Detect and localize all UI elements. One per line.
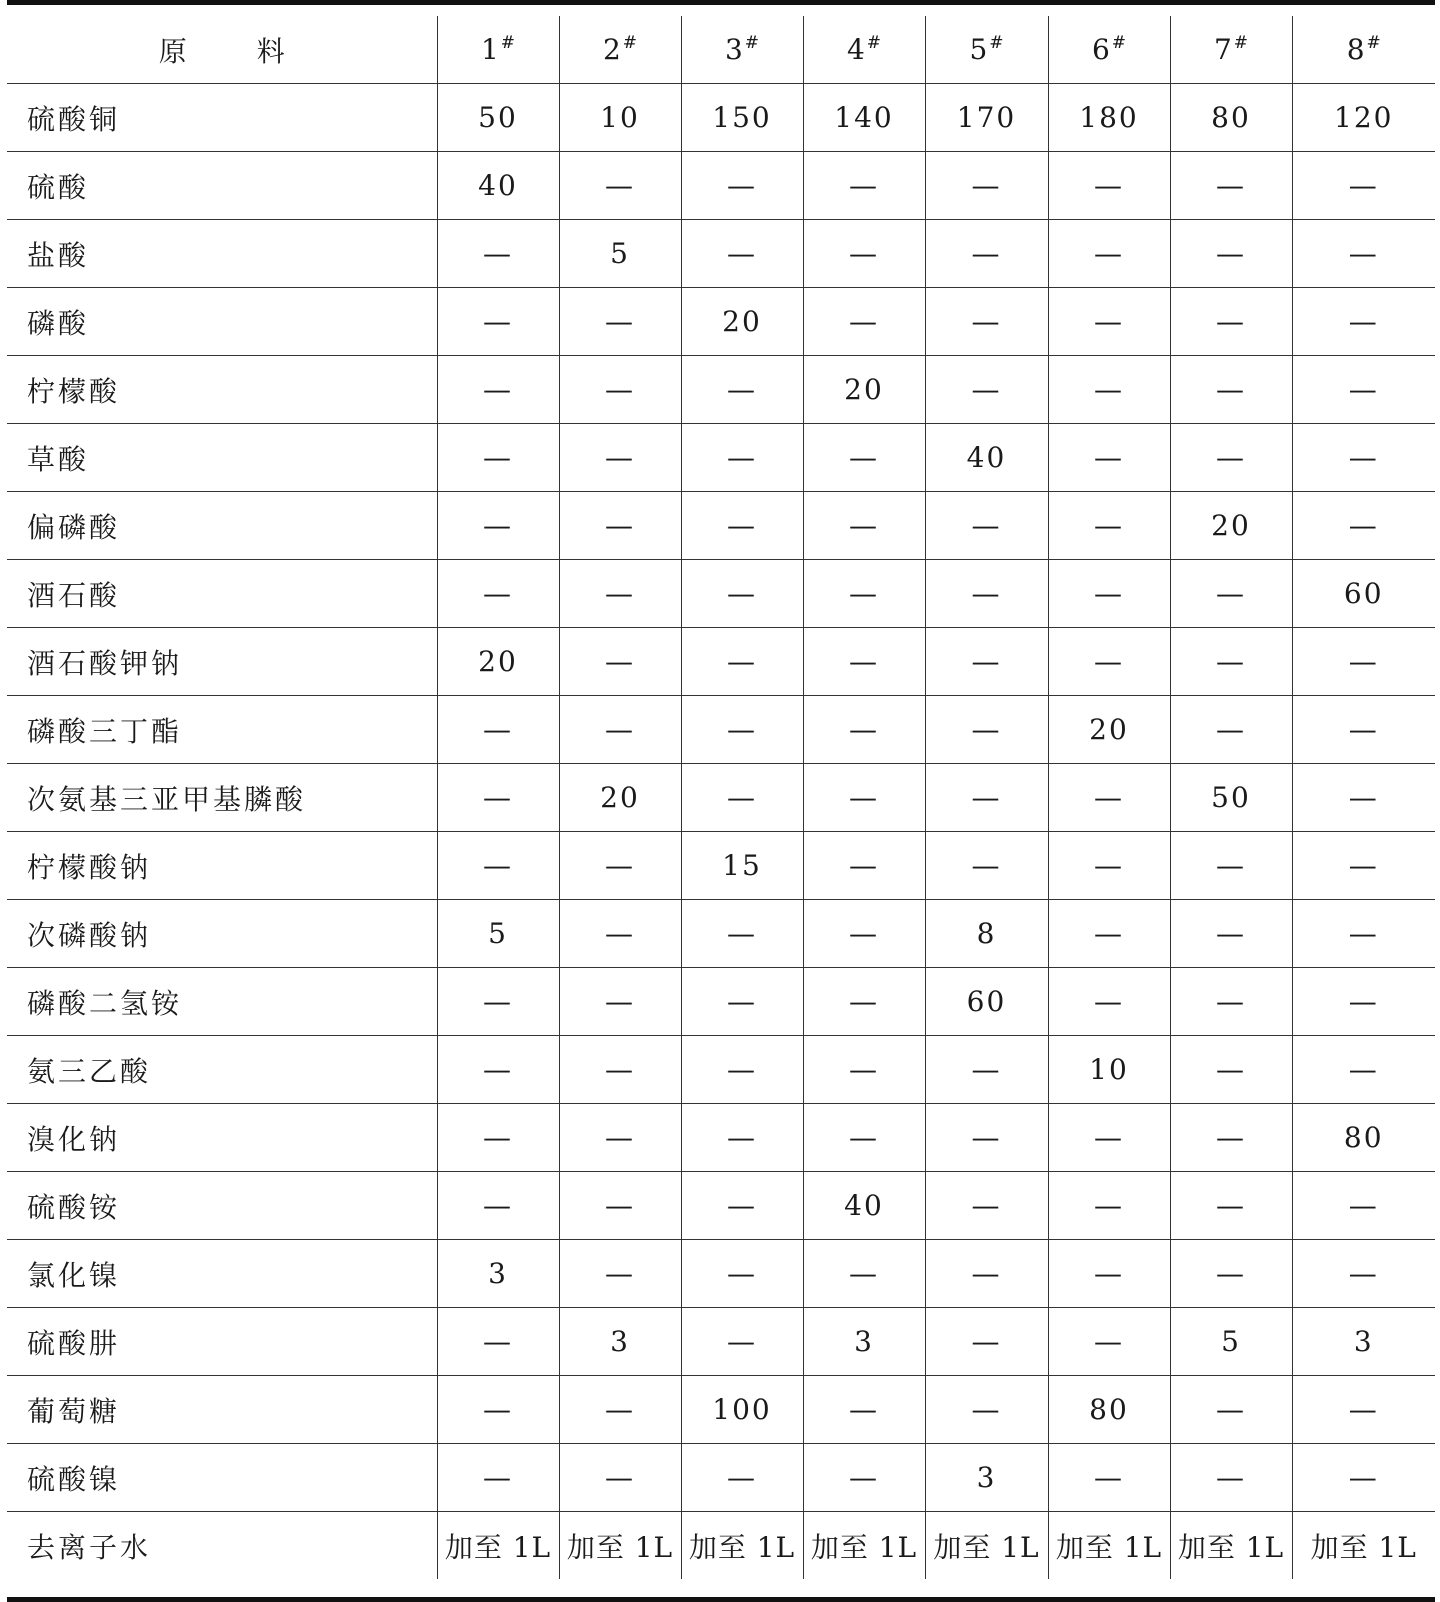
amount-cell-sample-7: 加至 1L	[1170, 1512, 1292, 1580]
amount-cell-sample-7: —	[1170, 1172, 1292, 1240]
amount-cell-sample-5: —	[925, 1036, 1048, 1104]
amount-cell-sample-4: —	[803, 764, 925, 832]
amount-cell-sample-8: —	[1292, 1376, 1435, 1444]
table-row	[7, 1036, 1435, 1104]
amount-cell-sample-3: —	[681, 1036, 803, 1104]
amount-cell-sample-1: —	[437, 968, 559, 1036]
amount-cell-sample-7: —	[1170, 424, 1292, 492]
amount-cell-sample-4: —	[803, 424, 925, 492]
amount-cell-sample-1: —	[437, 764, 559, 832]
sample-number: 8	[1346, 33, 1367, 66]
amount-cell-sample-7: 80	[1170, 84, 1292, 152]
amount-cell-sample-1: —	[437, 424, 559, 492]
material-name: 硫酸镍	[7, 1444, 437, 1512]
amount-cell-sample-8: —	[1292, 1036, 1435, 1104]
table-row	[7, 1240, 1435, 1308]
amount-cell-sample-8: —	[1292, 1172, 1435, 1240]
amount-cell-sample-4: —	[803, 152, 925, 220]
amount-cell-sample-2: —	[559, 968, 681, 1036]
amount-cell-sample-3: 加至 1L	[681, 1512, 803, 1580]
material-name: 酒石酸	[7, 560, 437, 628]
amount-cell-sample-5: —	[925, 1240, 1048, 1308]
amount-cell-sample-7: —	[1170, 968, 1292, 1036]
amount-cell-sample-2: —	[559, 628, 681, 696]
amount-cell-sample-6: 10	[1048, 1036, 1170, 1104]
header-sample-6	[1048, 16, 1170, 84]
amount-cell-sample-3: —	[681, 492, 803, 560]
amount-cell-sample-6: —	[1048, 832, 1170, 900]
amount-cell-sample-7: —	[1170, 696, 1292, 764]
sample-mark: #	[622, 33, 638, 53]
amount-cell-sample-7: —	[1170, 900, 1292, 968]
table-row	[7, 832, 1435, 900]
sample-number: 1	[480, 33, 501, 66]
amount-cell-sample-1: 50	[437, 84, 559, 152]
table-row	[7, 900, 1435, 968]
table-frame	[7, 0, 1435, 1602]
amount-cell-sample-4: —	[803, 968, 925, 1036]
amount-cell-sample-2: —	[559, 1444, 681, 1512]
header-row	[7, 16, 1435, 84]
amount-cell-sample-6: —	[1048, 492, 1170, 560]
amount-cell-sample-3: —	[681, 1444, 803, 1512]
amount-cell-sample-7: —	[1170, 832, 1292, 900]
amount-cell-sample-7: —	[1170, 1240, 1292, 1308]
amount-cell-sample-2: —	[559, 1104, 681, 1172]
amount-cell-sample-7: —	[1170, 356, 1292, 424]
sample-number: 2	[602, 33, 623, 66]
material-name: 草酸	[7, 424, 437, 492]
material-name: 酒石酸钾钠	[7, 628, 437, 696]
amount-cell-sample-8: 加至 1L	[1292, 1512, 1435, 1580]
sample-mark: #	[1111, 33, 1127, 53]
amount-cell-sample-3: 100	[681, 1376, 803, 1444]
amount-cell-sample-4: —	[803, 1376, 925, 1444]
amount-cell-sample-6: 180	[1048, 84, 1170, 152]
amount-cell-sample-1: —	[437, 220, 559, 288]
table-row	[7, 356, 1435, 424]
amount-cell-sample-8: 120	[1292, 84, 1435, 152]
amount-cell-sample-2: —	[559, 152, 681, 220]
sample-mark: #	[1366, 33, 1381, 53]
amount-cell-sample-8: —	[1292, 288, 1435, 356]
amount-cell-sample-5: —	[925, 152, 1048, 220]
amount-cell-sample-2: 10	[559, 84, 681, 152]
material-name: 磷酸三丁酯	[7, 696, 437, 764]
amount-cell-sample-8: —	[1292, 356, 1435, 424]
material-name: 硫酸	[7, 152, 437, 220]
amount-cell-sample-5: —	[925, 356, 1048, 424]
amount-cell-sample-5: —	[925, 220, 1048, 288]
table-row	[7, 1376, 1435, 1444]
amount-cell-sample-3: —	[681, 152, 803, 220]
amount-cell-sample-8: —	[1292, 1444, 1435, 1512]
amount-cell-sample-3: —	[681, 628, 803, 696]
amount-cell-sample-7: —	[1170, 220, 1292, 288]
material-name: 硫酸铜	[7, 84, 437, 152]
header-sample-4	[803, 16, 925, 84]
amount-cell-sample-8: —	[1292, 1240, 1435, 1308]
table-row	[7, 1444, 1435, 1512]
amount-cell-sample-5: —	[925, 764, 1048, 832]
material-name: 柠檬酸钠	[7, 832, 437, 900]
amount-cell-sample-4: 140	[803, 84, 925, 152]
amount-cell-sample-2: —	[559, 560, 681, 628]
amount-cell-sample-8: —	[1292, 424, 1435, 492]
amount-cell-sample-1: —	[437, 1376, 559, 1444]
amount-cell-sample-2: —	[559, 424, 681, 492]
amount-cell-sample-2: —	[559, 900, 681, 968]
amount-cell-sample-5: 8	[925, 900, 1048, 968]
amount-cell-sample-6: —	[1048, 1308, 1170, 1376]
amount-cell-sample-8: —	[1292, 628, 1435, 696]
material-name: 硫酸铵	[7, 1172, 437, 1240]
amount-cell-sample-8: —	[1292, 968, 1435, 1036]
material-name: 溴化钠	[7, 1104, 437, 1172]
amount-cell-sample-4: —	[803, 288, 925, 356]
sample-number: 5	[969, 33, 990, 66]
amount-cell-sample-5: —	[925, 696, 1048, 764]
material-name: 次氨基三亚甲基膦酸	[7, 764, 437, 832]
amount-cell-sample-5: —	[925, 560, 1048, 628]
material-name: 磷酸二氢铵	[7, 968, 437, 1036]
amount-cell-sample-5: —	[925, 1376, 1048, 1444]
amount-cell-sample-8: —	[1292, 492, 1435, 560]
amount-cell-sample-8: 3	[1292, 1308, 1435, 1376]
amount-cell-sample-4: 20	[803, 356, 925, 424]
sample-mark: #	[744, 33, 760, 53]
amount-cell-sample-2: —	[559, 1036, 681, 1104]
table-row	[7, 492, 1435, 560]
amount-cell-sample-1: —	[437, 560, 559, 628]
amount-cell-sample-4: —	[803, 1104, 925, 1172]
sample-number: 3	[724, 33, 745, 66]
amount-cell-sample-2: 5	[559, 220, 681, 288]
amount-cell-sample-1: 加至 1L	[437, 1512, 559, 1580]
amount-cell-sample-6: 20	[1048, 696, 1170, 764]
amount-cell-sample-4: —	[803, 696, 925, 764]
sample-mark: #	[500, 33, 516, 53]
amount-cell-sample-1: —	[437, 696, 559, 764]
amount-cell-sample-5: —	[925, 492, 1048, 560]
amount-cell-sample-7: —	[1170, 1376, 1292, 1444]
material-name: 次磷酸钠	[7, 900, 437, 968]
amount-cell-sample-3: —	[681, 696, 803, 764]
amount-cell-sample-6: —	[1048, 900, 1170, 968]
amount-cell-sample-4: 加至 1L	[803, 1512, 925, 1580]
amount-cell-sample-8: —	[1292, 220, 1435, 288]
amount-cell-sample-7: —	[1170, 152, 1292, 220]
sample-mark: #	[866, 33, 882, 53]
header-sample-8	[1292, 16, 1435, 84]
amount-cell-sample-4: 40	[803, 1172, 925, 1240]
table-row	[7, 424, 1435, 492]
sample-number: 6	[1091, 33, 1112, 66]
amount-cell-sample-4: —	[803, 560, 925, 628]
amount-cell-sample-5: 60	[925, 968, 1048, 1036]
table-row	[7, 696, 1435, 764]
amount-cell-sample-5: —	[925, 628, 1048, 696]
table-row	[7, 1308, 1435, 1376]
amount-cell-sample-6: —	[1048, 764, 1170, 832]
amount-cell-sample-2: 20	[559, 764, 681, 832]
amount-cell-sample-5: —	[925, 288, 1048, 356]
amount-cell-sample-6: —	[1048, 560, 1170, 628]
material-name: 氯化镍	[7, 1240, 437, 1308]
table-row	[7, 220, 1435, 288]
amount-cell-sample-1: 5	[437, 900, 559, 968]
amount-cell-sample-5: —	[925, 1308, 1048, 1376]
amount-cell-sample-7: —	[1170, 1104, 1292, 1172]
table-row	[7, 628, 1435, 696]
header-material-char-2: 料	[256, 34, 285, 68]
amount-cell-sample-7: —	[1170, 288, 1292, 356]
material-name: 偏磷酸	[7, 492, 437, 560]
amount-cell-sample-1: —	[437, 1104, 559, 1172]
amount-cell-sample-4: —	[803, 492, 925, 560]
amount-cell-sample-3: 150	[681, 84, 803, 152]
amount-cell-sample-6: —	[1048, 1240, 1170, 1308]
amount-cell-sample-8: 80	[1292, 1104, 1435, 1172]
sample-mark: #	[989, 33, 1004, 53]
amount-cell-sample-5: 3	[925, 1444, 1048, 1512]
amount-cell-sample-7: 50	[1170, 764, 1292, 832]
amount-cell-sample-6: —	[1048, 968, 1170, 1036]
table-row	[7, 764, 1435, 832]
amount-cell-sample-3: 15	[681, 832, 803, 900]
material-name: 柠檬酸	[7, 356, 437, 424]
amount-cell-sample-5: 170	[925, 84, 1048, 152]
table-row	[7, 1172, 1435, 1240]
amount-cell-sample-1: —	[437, 1172, 559, 1240]
header-material	[7, 16, 437, 84]
material-name: 硫酸肼	[7, 1308, 437, 1376]
amount-cell-sample-7: —	[1170, 560, 1292, 628]
amount-cell-sample-3: —	[681, 764, 803, 832]
amount-cell-sample-2: —	[559, 492, 681, 560]
material-name: 去离子水	[7, 1512, 437, 1580]
sample-number: 7	[1213, 33, 1234, 66]
amount-cell-sample-8: —	[1292, 832, 1435, 900]
amount-cell-sample-6: —	[1048, 628, 1170, 696]
amount-cell-sample-4: —	[803, 832, 925, 900]
header-sample-1	[437, 16, 559, 84]
amount-cell-sample-2: 加至 1L	[559, 1512, 681, 1580]
amount-cell-sample-1: —	[437, 492, 559, 560]
amount-cell-sample-3: —	[681, 424, 803, 492]
amount-cell-sample-2: —	[559, 1240, 681, 1308]
amount-cell-sample-2: —	[559, 696, 681, 764]
amount-cell-sample-5: 40	[925, 424, 1048, 492]
amount-cell-sample-1: —	[437, 288, 559, 356]
sample-number: 4	[846, 33, 867, 66]
amount-cell-sample-3: —	[681, 220, 803, 288]
amount-cell-sample-3: —	[681, 900, 803, 968]
amount-cell-sample-2: —	[559, 356, 681, 424]
amount-cell-sample-1: 20	[437, 628, 559, 696]
amount-cell-sample-2: —	[559, 1376, 681, 1444]
amount-cell-sample-6: —	[1048, 152, 1170, 220]
amount-cell-sample-5: —	[925, 832, 1048, 900]
amount-cell-sample-6: —	[1048, 1104, 1170, 1172]
amount-cell-sample-6: —	[1048, 356, 1170, 424]
table-row	[7, 84, 1435, 152]
amount-cell-sample-4: 3	[803, 1308, 925, 1376]
amount-cell-sample-4: —	[803, 1444, 925, 1512]
amount-cell-sample-4: —	[803, 220, 925, 288]
amount-cell-sample-3: —	[681, 560, 803, 628]
amount-cell-sample-3: —	[681, 1308, 803, 1376]
amount-cell-sample-2: —	[559, 288, 681, 356]
amount-cell-sample-7: 20	[1170, 492, 1292, 560]
amount-cell-sample-1: 3	[437, 1240, 559, 1308]
formulation-table	[7, 16, 1435, 1579]
amount-cell-sample-3: —	[681, 1240, 803, 1308]
table-row	[7, 1512, 1435, 1580]
amount-cell-sample-8: —	[1292, 696, 1435, 764]
amount-cell-sample-8: —	[1292, 900, 1435, 968]
amount-cell-sample-7: 5	[1170, 1308, 1292, 1376]
amount-cell-sample-2: —	[559, 832, 681, 900]
header-sample-2	[559, 16, 681, 84]
amount-cell-sample-7: —	[1170, 1036, 1292, 1104]
amount-cell-sample-4: —	[803, 628, 925, 696]
amount-cell-sample-3: —	[681, 356, 803, 424]
material-name: 磷酸	[7, 288, 437, 356]
amount-cell-sample-6: —	[1048, 1444, 1170, 1512]
amount-cell-sample-5: —	[925, 1104, 1048, 1172]
amount-cell-sample-4: —	[803, 900, 925, 968]
amount-cell-sample-1: —	[437, 1444, 559, 1512]
amount-cell-sample-1: —	[437, 832, 559, 900]
table-body	[7, 84, 1435, 1580]
amount-cell-sample-6: 80	[1048, 1376, 1170, 1444]
amount-cell-sample-1: —	[437, 1036, 559, 1104]
material-name: 葡萄糖	[7, 1376, 437, 1444]
amount-cell-sample-4: —	[803, 1036, 925, 1104]
amount-cell-sample-4: —	[803, 1240, 925, 1308]
amount-cell-sample-5: 加至 1L	[925, 1512, 1048, 1580]
amount-cell-sample-2: —	[559, 1172, 681, 1240]
material-name: 盐酸	[7, 220, 437, 288]
amount-cell-sample-5: —	[925, 1172, 1048, 1240]
sample-mark: #	[1233, 33, 1249, 53]
header-material-char-1: 原	[158, 34, 187, 68]
amount-cell-sample-1: —	[437, 356, 559, 424]
amount-cell-sample-6: 加至 1L	[1048, 1512, 1170, 1580]
header-sample-5	[925, 16, 1048, 84]
amount-cell-sample-1: 40	[437, 152, 559, 220]
amount-cell-sample-3: —	[681, 1104, 803, 1172]
header-sample-3	[681, 16, 803, 84]
table-row	[7, 152, 1435, 220]
amount-cell-sample-3: 20	[681, 288, 803, 356]
amount-cell-sample-6: —	[1048, 288, 1170, 356]
table-row	[7, 1104, 1435, 1172]
amount-cell-sample-6: —	[1048, 424, 1170, 492]
amount-cell-sample-3: —	[681, 1172, 803, 1240]
amount-cell-sample-8: —	[1292, 764, 1435, 832]
amount-cell-sample-2: 3	[559, 1308, 681, 1376]
amount-cell-sample-8: —	[1292, 152, 1435, 220]
header-sample-7	[1170, 16, 1292, 84]
amount-cell-sample-6: —	[1048, 220, 1170, 288]
table-row	[7, 968, 1435, 1036]
amount-cell-sample-7: —	[1170, 1444, 1292, 1512]
amount-cell-sample-1: —	[437, 1308, 559, 1376]
table-row	[7, 560, 1435, 628]
amount-cell-sample-3: —	[681, 968, 803, 1036]
material-name: 氨三乙酸	[7, 1036, 437, 1104]
amount-cell-sample-6: —	[1048, 1172, 1170, 1240]
amount-cell-sample-7: —	[1170, 628, 1292, 696]
amount-cell-sample-8: 60	[1292, 560, 1435, 628]
table-row	[7, 288, 1435, 356]
